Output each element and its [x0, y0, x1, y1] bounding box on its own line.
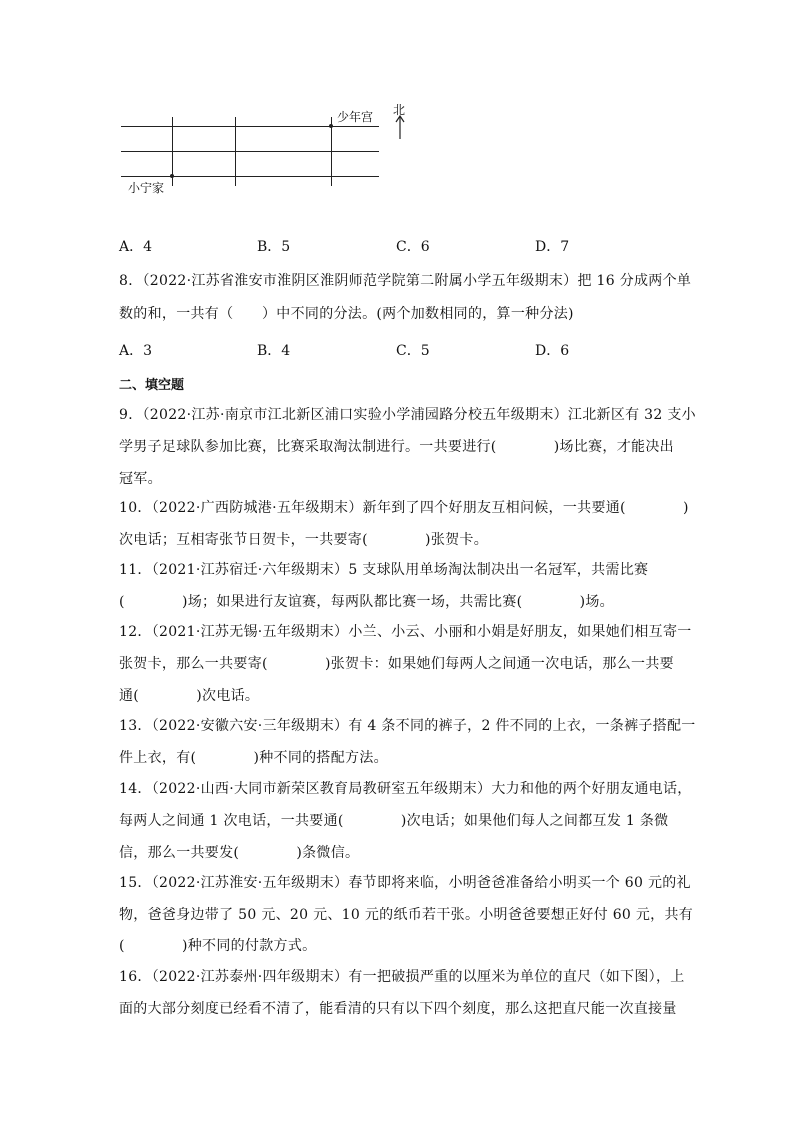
q9-line2: 学男子足球队参加比赛，比赛采取淘汰制进行。一共要进行( )场比赛，才能决出 [119, 439, 674, 455]
q8-line2: 数的和，一共有（ ）中不同的分法。(两个加数相同的，算一种分法) [119, 306, 574, 322]
q15-line1: 15．（2022·江苏淮安·五年级期末）春节即将来临，小明爸爸准备给小明买一个 60 元的礼 [119, 875, 691, 891]
q8-line1: 8．（2022·江苏省淮安市淮阴区淮阴师范学院第二附属小学五年级期末）把 16 分成两个单 [119, 273, 692, 289]
q12-line1: 12．（2021·江苏无锡·五年级期末）小兰、小云、小丽和小娟是好朋友，如果她们相互寄一 [119, 624, 692, 640]
home-label: 小宁家 [128, 181, 165, 195]
q12-line3: 通( )次电话。 [119, 688, 260, 704]
q9-line1: 9．（2022·江苏·南京市江北新区浦口实验小学浦园路分校五年级期末）江北新区有 32 支小 [119, 407, 696, 423]
north-arrow-icon [394, 114, 406, 140]
palace-label: 少年宫 [337, 110, 374, 124]
street-line-south [121, 176, 379, 177]
q9-line3: 冠军。 [119, 471, 162, 487]
street-line-col2 [235, 117, 236, 186]
q14-line1: 14．（2022·山西·大同市新荣区教育局教研室五年级期末）大力和他的两个好朋友通电话， [119, 781, 692, 797]
q15-line3: ( )种不同的付款方式。 [119, 938, 317, 954]
street-line-middle [121, 151, 379, 152]
q8-option-c: C．5 [396, 343, 430, 359]
q7-option-d: D．7 [535, 239, 570, 255]
q15-line2: 物，爸爸身边带了 50 元、20 元、10 元的纸币若干张。小明爸爸要想正好付 60 元，共有 [119, 907, 694, 923]
home-dot [170, 174, 174, 178]
q7-option-c: C．6 [396, 239, 430, 255]
palace-dot [329, 124, 333, 128]
q10-line2: 次电话；互相寄张节日贺卡，一共要寄( )张贺卡。 [119, 532, 489, 548]
q16-line2: 面的大部分刻度已经看不清了，能看清的只有以下四个刻度，那么这把直尺能一次直接量 [119, 1001, 677, 1017]
north-label: 北 [393, 103, 406, 117]
q8-option-b: B．4 [257, 343, 291, 359]
section-title-fill-in: 二、填空题 [119, 378, 185, 393]
q8-option-a: A．3 [119, 343, 153, 359]
q14-line3: 信，那么一共要发( )条微信。 [119, 845, 360, 861]
q10-line1: 10．（2022·广西防城港·五年级期末）新年到了四个好朋友互相问候，一共要通( ) [119, 500, 689, 516]
street-line-north [121, 126, 379, 127]
q13-line1: 13．（2022·安徽六安·三年级期末）有 4 条不同的裤子，2 件不同的上衣，一条裤子搭配一 [119, 718, 696, 734]
q14-line2: 每两人之间通 1 次电话，一共要通( )次电话；如果他们每人之间都互发 1 条微 [119, 813, 669, 829]
q11-line1: 11．（2021·江苏宿迁·六年级期末）5 支球队用单场淘汰制决出一名冠军，共需比赛 [119, 562, 649, 578]
q11-line2: ( )场；如果进行友谊赛，每两队都比赛一场，共需比赛( )场。 [119, 594, 614, 610]
q8-option-d: D．6 [535, 343, 570, 359]
q12-line2: 张贺卡，那么一共要寄( )张贺卡：如果她们每两人之间通一次电话，那么一共要 [119, 656, 674, 672]
q16-line1: 16．（2022·江苏泰州·四年级期末）有一把破损严重的以厘米为单位的直尺（如下图），上 [119, 969, 685, 985]
q7-option-a: A．4 [119, 239, 153, 255]
q13-line2: 件上衣，有( )种不同的搭配方法。 [119, 750, 388, 766]
q7-option-b: B．5 [257, 239, 291, 255]
